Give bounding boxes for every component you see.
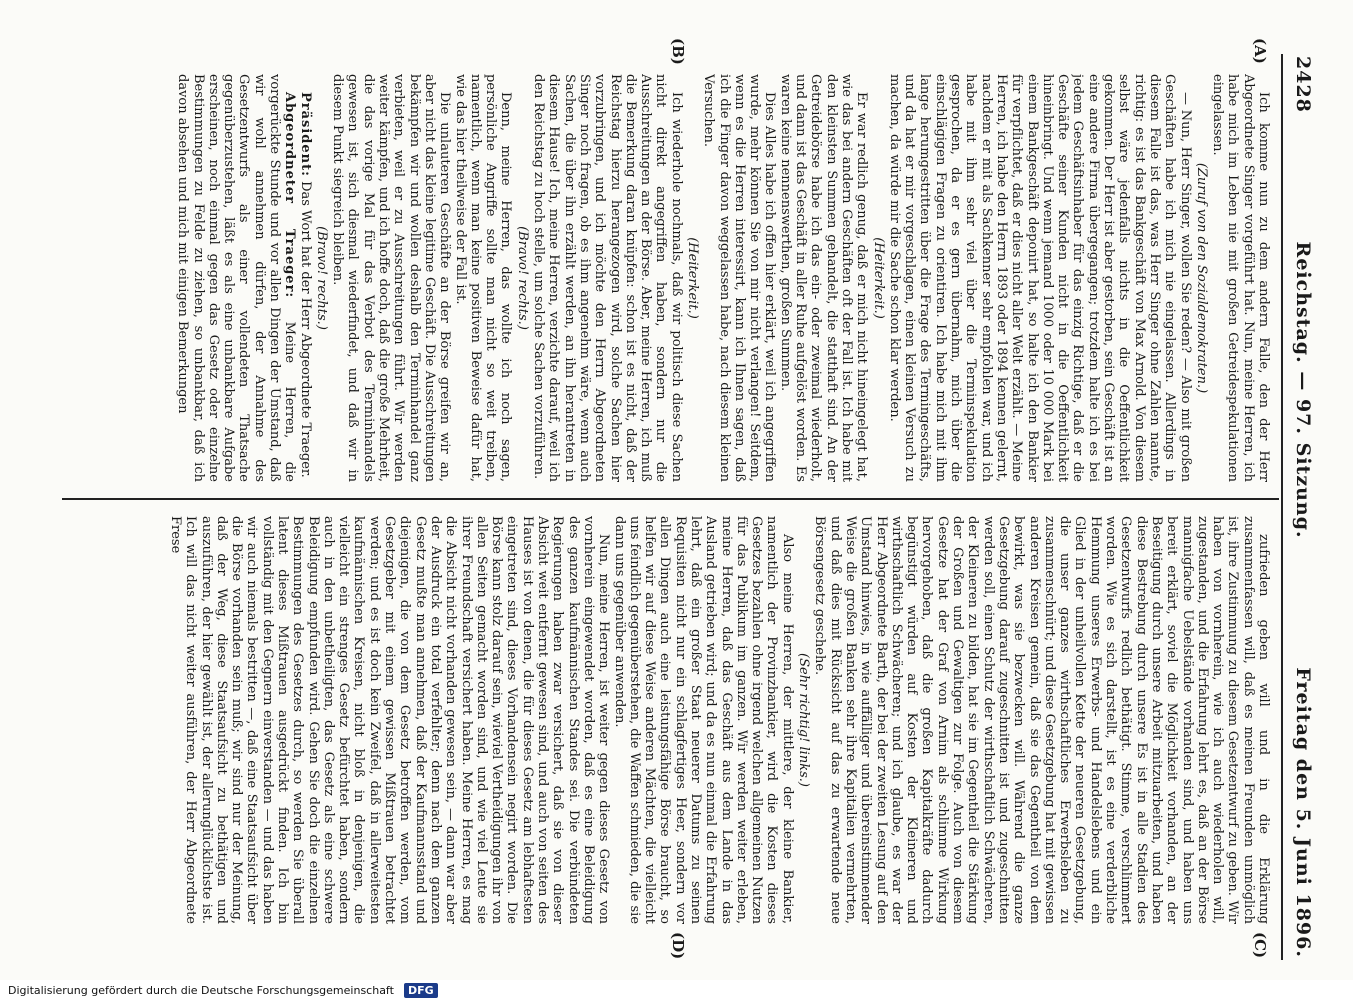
speaker-name: Präsident: xyxy=(297,92,313,177)
body-paragraph: Ich wiederhole nochmals, daß wir politisch diese Sachen nicht direkt angegriffen haben, sondern nur die Ausschreitungen an der Börse. Aber, meine Herren, ich muß die Bemerkung daran knüpfen: schon ist es nicht, daß der Reichstag hierzu herangezogen wird, solche Sachen hier vorzubringen, und ich möchte den Herrn Abgeordneten Singer noch fragen, ob es ihm angenehm wäre, wenn auch Sachen, die über ihn erzählt werden, an ihn herantreten in diesem Hause! Ich, meine Herren, verzichte darauf, weil ich den Reichstag zu hoch stelle, um solche Sachen vorzuführen. xyxy=(531,74,684,482)
margin-mark-a: (A) xyxy=(1251,38,1269,64)
header-rule xyxy=(1281,54,1283,960)
speaker-paragraph xyxy=(297,74,312,482)
margin-mark-c: (C) xyxy=(1251,932,1269,959)
body-paragraph: Also meine Herren, der mittlere, der kleine Bankier, namentlich der Provinzbankier, wird die Kosten dieses Gesetzes bezahlen ohne irgend welchen allgemeinen Nutzen für das Publikum im ganzen. Wir werden weiter erleben, meine Herren, daß das Geschäft aus dem Lande in das Ausland getrieben wird; und da es nun einmal die Erfahrung lehrt, daß ein großer Staat neuerer Datums zu seinen Requisiten nicht nur ein schlagfertiges Heer, sondern vor allen Dingen auch eine leistungsfähige Börse braucht, so helfen wir auf diese Weise anderen Mächten, die vielleicht uns feindlich gegenüberstehen, die Waffen schmieden, die sie dann uns gegenüber anwenden. xyxy=(611,516,795,924)
right-text-column xyxy=(66,516,1271,924)
column-divider xyxy=(62,498,1279,500)
margin-mark-d: (D) xyxy=(669,932,687,960)
body-paragraph: Die unlauteren Geschäfte an der Börse greifen wir an, aber nicht das kleine legitime Geschäft. Die Ausschreitungen bekämpfen wir und wollen deshalb den Terminhandel ganz verbieten, weil er zu Ausschreitungen führt. Wir werden weiter kämpfen, und ich hoffe doch, daß die große Mehrheit, die das vorige Mal für das Verbot des Terminhandels gewesen ist, sich diesmal wiederfindet, und daß wir in diesem Punkt siegreich bleiben. xyxy=(330,74,453,482)
page-number: 2428 xyxy=(1292,56,1314,113)
page-date: Freitag den 5. Juni 1896. xyxy=(1292,667,1314,958)
body-paragraph: Denn, meine Herren, das wollte ich noch sagen, persönliche Angriffe sollte man nicht so weit treiben, namentlich, wenn man keine positiven Beweise dafür hat, wie das hier theilweise der Fall ist. xyxy=(452,74,514,482)
dfg-logo: DFG xyxy=(404,983,438,998)
margin-mark-b: (B) xyxy=(669,38,687,65)
stage-direction: (Sehr richtig! links.) xyxy=(796,653,812,787)
body-paragraph: Er war redlich genug, daß er mich nicht hineingelegt hat, wie das bei andern Geschäften oft der Fall ist. Ich habe mit den kleinsten Summen gehandelt, die statthaft sind. An der Getreidebörse habe ich das ein- oder zweimal wiederholt, und dann ist das Geschäft in aller Ruhe aufgelöst worden. Es waren keine nennenswerthen, großen Summen. xyxy=(777,74,870,482)
body-paragraph: Dies Alles habe ich offen hier erklärt, weil ich angegriffen wurde, mehr können Sie von mir nicht verlangen! Seitdem, wenn es die Herren interessirt, kann ich Ihnen sagen, daß ich die Finger davon weggelassen habe, nach diesem kleinen Versuchen. xyxy=(701,74,778,482)
footer-bar xyxy=(0,980,1353,1000)
page-header xyxy=(1287,56,1319,958)
stage-direction: (Heiterkeit.) xyxy=(685,237,701,319)
footer-credit: Digitalisierung gefördert durch die Deutsche Forschungsgemeinschaft xyxy=(8,983,394,997)
stage-direction: (Zuruf von den Sozialdemokraten.) xyxy=(1193,162,1209,394)
stage-direction: (Bravo! rechts.) xyxy=(514,226,530,330)
body-paragraph: zufrieden geben will und in die Erklärung zusammenfassen will, daß es meinen Freunden unmöglich ist, ihre Zustimmung zu diesem Gesetzentwurf zu geben. Wir haben von vornherein, wie ich auch wiederholen will, zugestanden, und die Erfahrung lehrt es, daß an der Börse mannigfache Uebelstände vorhanden sind, und haben uns bereit erklärt, soviel die Möglichkeit vorhanden, an der Beseitigung durch unsere Arbeit mitzuarbeiten, und haben diese Bestrebung durch unsere Es ist in alle Stadien des Gesetzentwurfs redlich bethätigt. Stimme, verschlimmert worden. Wie es sich darstellt, ist es eine verderbliche Hemmung unseres Erwerbs- und Handelslebens und ein Glied in der unheilvollen Kette der neueren Gesetzgebung, die unser ganzes wirthschaftliches Erwerbsleben zu zusammenschnürt; und diese Gesetzgebung hat mit gewissen anderen Kreisen gemein, daß sie das Gegentheil von dem bewirkt, was sie bezwecken will. Während die ganze Gesetzgebung darauf zugeschnitten ist und zugeschnitten werden soll, einen Schutz der wirthschaftlich Schwächeren, der Kleineren zu bilden, hat sie im Gegentheil die Stärkung der Großen und Gewaltigen zur Folge. Auch von diesem Gesetze hat der Graf von Arnim als schlimme Wirkung hervorgehoben, daß die großen Kapitalkräfte dadurch begünstigt würden auf Kosten der Kleineren und wirthschaftlich Schwächeren; und ich glaube, es war der Herr Abgeordnete Barth, der bei der zweiten Lesung auf den Umstand hinwies, in wie auffälliger und übereinstimmender Weise die großen Banken sehr ihre Kapitalien vermehrten, und daß dies mit Rücksicht auf das zu erwartende neue Börsengesetz geschehe. xyxy=(812,516,1271,924)
left-text-column xyxy=(66,74,1271,482)
page-title: Reichstag. — 97. Sitzung. xyxy=(1292,241,1314,539)
body-paragraph: — Nun, Herr Singer, wollen Sie reden? — Also mit großen Geschäften habe ich mich nie eingelassen. Allerdings in diesem Falle ist das, was Herr Singer ohne Zahlen nannte, richtig: es ist das Bankgeschäft von Max Arnold. Von diesem selbst wäre jedenfalls nichts in die Oeffentlichkeit gekommen. Der Herr ist aber gestorben, sein Geschäft ist an eine andere Firma übergegangen; trotzdem halte ich es bei jedem Geschäftsinhaber für das einzig Richtige, daß er die Geschäfte seiner Kunden nicht in die Oeffentlichkeit hineinbringt. Und wenn jemand 1000 oder 10 000 Mark bei einem Bankgeschäft deponirt hat, so halte ich den Bankier für verpflichtet, daß er dies nicht aller Welt erzählt. — Meine Herren, ich habe den Herrn 1893 oder 1894 kennen gelernt, nachdem er mit als Sachkenner sehr empfohlen war, und ich habe mit ihm sehr viel über die Terminspekulation gesprochen, da er es gern übernahm, mich über die einschlägigen Fragen zu orientiren. Ich habe mich mit ihm lange herumgestritten über die Frage des Termingeschäfts, und da hat er mir vorgeschlagen, einen kleinen Versuch zu machen, da würde mir die Sache schon klar werden. xyxy=(886,74,1193,482)
speech-text: Das Wort hat der Herr Abgeordnete Traeger. xyxy=(297,181,313,478)
speech-text: Meine Herren, die vorgerückte Stunde und vor allen Dingen der Umstand, daß wir wohl annehmen dürfen, der Annahme des Gesetzentwurfs als einer vollendeten Thatsache gegenüberzustehen, läßt es als eine unbankbare Aufgabe erscheinen, noch einmal gegen das Gesetz oder einzelne Bestimmungen zu Felde zu ziehen, so unbankbar, daß ich davon absehen und mich mit einigen Bemerkungen xyxy=(175,74,298,482)
speaker-name: Abgeordneter Traeger: xyxy=(282,92,298,299)
stage-direction: (Heiterkeit.) xyxy=(870,237,886,319)
stage-direction: (Bravo! rechts.) xyxy=(313,226,329,330)
speaker-paragraph xyxy=(175,74,297,482)
body-paragraph: Ich komme nun zu dem andern Falle, den der Herr Abgeordnete Singer vorgeführt hat. Nun, meine Herren, ich habe mich im Leben nie mit großen Getreidespekulationen eingelassen. xyxy=(1210,74,1271,482)
body-paragraph: Nun, meine Herren, ist weiter gegen dieses Gesetz von vornherein eingewendet worden, daß es eine Beleidigung des ganzen kaufmännischen Standes sei. Die verbündeten Regierungen haben zwar versichert, daß sie von dieser Absicht weit entfernt gewesen sind, und auch von seiten des Hauses ist von denen, die für dieses Gesetz am lebhaftesten eingetreten sind, dieses Vorhandensein negirt worden. Die Börse kann stolz darauf sein, wieviel Vertheidigungen ihr von allen Seiten gemacht worden sind, und wie viel Leute sie ihrer Freundschaft versichert haben. Meine Herren, es mag die Absicht nicht vorhanden gewesen sein, — dann war aber der Ausdruck ein total verfehlter; denn nach dem ganzen Gesetz mußte man annehmen, daß der Kaufmannsstand und diejenigen, die von dem Gesetz betroffen werden, vom Gesetzgeber mit einem gewissen Mißtrauen betrachtet werden; und es ist doch kein Zweifel, daß in allerweitesten kaufmännischen Kreisen, nicht bloß in denjenigen, die vielleicht ein strenges Gesetz befürchtet haben, sondern auch in den unbetheiligten, das Gesetz als eine schwere Beleidigung empfunden wird. Gehen Sie doch die einzelnen Bestimmungen des Gesetzes durch, so werden Sie überall latent dieses Mißtrauen ausgedrückt finden. Ich bin vollständig mit den Gegnern einverstanden — und das haben wir auch niemals bestritten —, daß eine Staatsaufsicht über die Börse vorhanden sein muß; wir sind nur der Meinung, daß der Weg, diese Staatsaufsicht zu bethätigen und auszuführen, der hier gewählt ist, der allerunglücklichste ist. Ich will das nicht weiter ausführen, der Herr Abgeordnete Frese xyxy=(167,516,612,924)
